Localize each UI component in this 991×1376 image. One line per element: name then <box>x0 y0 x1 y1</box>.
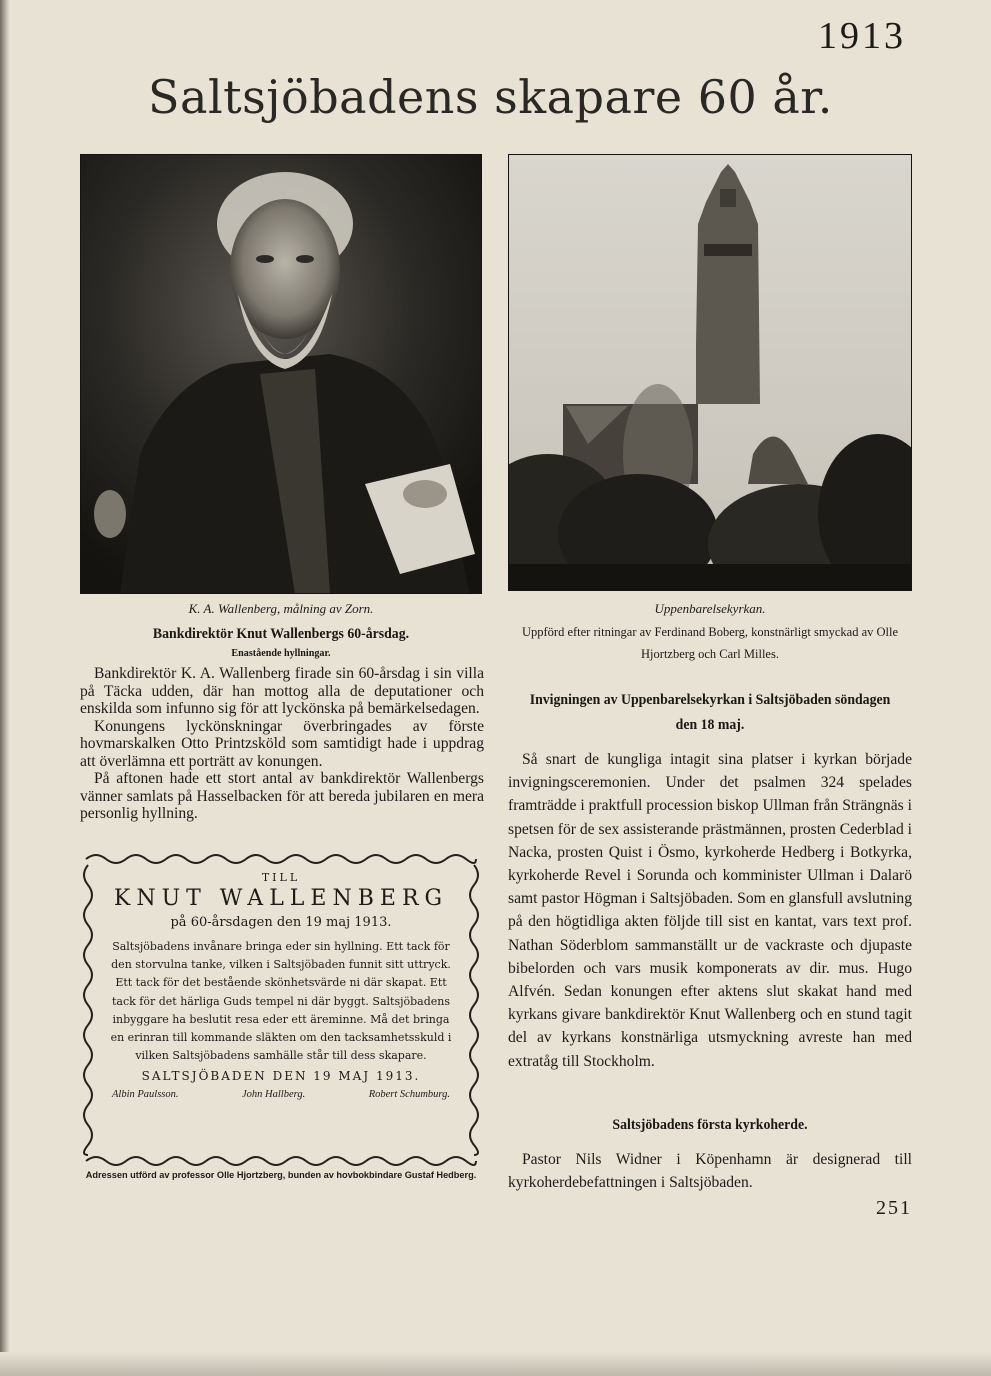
dedication-recipient: KNUT WALLENBERG <box>113 886 449 911</box>
left-paragraph: Konungens lyckönskningar överbringades av förste hovmarskalken Otto Printzsköld som samtidigt hade i uppdrag att överlämna ett porträtt av konungen. <box>80 717 484 770</box>
dedication-text: Saltsjöbadens invånare bringa eder sin hyllning. Ett tack för den storvulna tanke, vilken i Saltsjöbaden funnit sitt uttryck. Ett tack för det bestående skönhetsvärde ni där skapat. Ett tack för det härliga Guds tempel ni där byggt. Saltsjöbadens inbyggare ha beslutit resa eder ett äreminne. Må det bringa en erinran till kommande släkten om den tacksamhetsskuld i vilken Saltsjöbadens samhälle står till dess skapare. <box>110 940 452 1063</box>
page-binding-shadow <box>0 0 10 1376</box>
signature: Robert Schumburg. <box>368 1089 450 1101</box>
dedication-address <box>80 851 482 1169</box>
church-caption-detail: Uppförd efter ritningar av Ferdinand Boberg, konstnärligt smyckad av Olle Hjortzberg och Carl Milles. <box>521 625 899 661</box>
page-bottom-edge <box>0 1352 991 1376</box>
church-photo <box>508 154 912 591</box>
left-paragraph: På aftonen hade ett stort antal av bankdirektör Wallenbergs vänner samlats på Hasselbacken för att bereda jubilaren en mera personlig hyllning. <box>80 770 484 822</box>
portrait-caption: K. A. Wallenberg, målning av Zorn. <box>188 601 374 616</box>
left-article-body <box>80 665 484 823</box>
portrait-photo <box>80 154 482 594</box>
left-paragraph: Bankdirektör K. A. Wallenberg firade sin 60-årsdag i sin villa på Täcka udden, där han mottog alla de deputationer och enskilda som infunno sig för att lyckönska på bemärkelsedagen. <box>80 665 484 717</box>
right-article2-body <box>508 1148 912 1194</box>
right-paragraph: Så snart de kungliga intagit sina platser i kyrkan började invigningsceremonien. Under det psalmen 324 spelades framträdde i praktfull procession biskop Ullman från Strängnäs i spetsen för de sex assisterande prästmännen, prosten Cederblad i Nacka, prosten Quist i Ösmo, kyrkoherde Hedberg i Botkyrka, kyrkoherde Revel i Sorunda och komminister Ullman i Dalarö samt pastor Högman i Saltsjöbaden. Som en glansfull avslutning på den högtidliga akten följde till sist en kantat, vars text prof. Nathan Söderblom sammanställt ur de vackraste och djupaste bibelorden och vars musik komponerats av dir. mus. Hugo Alfvén. Sedan konungen efter aktens slut skakat hand med kyrkans givare bankdirektör Knut Wallenberg och en stund tagit del av kyrkans konstnärliga utsmyckning avreste han med extratåg till Stockholm. <box>508 751 913 1070</box>
dedication-date-line: på 60-årsdagen den 19 maj 1913. <box>170 915 392 930</box>
right-article-body <box>508 748 912 1073</box>
signature: John Hallberg. <box>242 1089 306 1101</box>
signature: Albin Paulsson. <box>112 1089 179 1101</box>
right-article2-heading: Saltsjöbadens första kyrkoherde. <box>612 1117 808 1133</box>
church-caption: Uppenbarelsekyrkan. <box>654 601 766 616</box>
right-article-heading: Invigningen av Uppenbarelsekyrkan i Saltsjöbaden söndagen den 18 maj. <box>529 692 891 733</box>
page-number: 251 <box>876 1197 912 1219</box>
dedication-place-date: SALTSJÖBADEN DEN 19 MAJ 1913. <box>141 1069 421 1084</box>
left-article-heading: Bankdirektör Knut Wallenbergs 60-årsdag. <box>152 626 410 642</box>
page-year: 1913 <box>818 15 906 57</box>
dedication-footnote: Adressen utförd av professor Olle Hjortzberg, bunden av hovbokbindare Gustaf Hedberg. <box>85 1170 477 1180</box>
dedication-till: TILL <box>261 871 301 884</box>
dedication-signatures <box>110 1089 452 1100</box>
page-title: Saltsjöbadens skapare 60 år. <box>148 70 833 124</box>
right-paragraph: Pastor Nils Widner i Köpenhamn är designerad till kyrkoherdebefattningen i Saltsjöbaden. <box>508 1151 912 1192</box>
left-article-subheading: Enastående hyllningar. <box>231 647 331 659</box>
